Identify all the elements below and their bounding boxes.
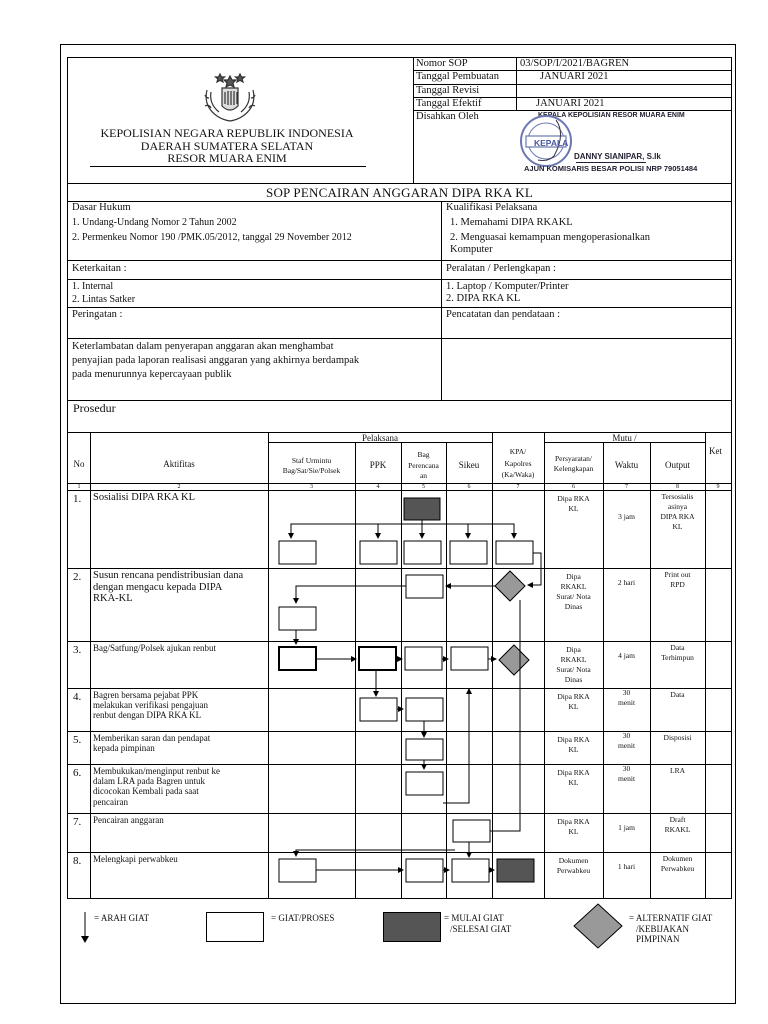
flow-end-node (497, 859, 534, 882)
row-aktifitas: renbut dengan DIPA RKA KL (93, 710, 202, 721)
persyaratan-header-1: Persyaratan/ (554, 454, 593, 463)
flow-start-node (404, 498, 440, 520)
row-aktifitas: dalam LRA pada Bagren untuk (93, 776, 205, 787)
column-number: 6 (572, 484, 575, 490)
row-persyaratan: Dipa RKA (557, 817, 590, 826)
meta-label-efektif: Tanggal Efektif (416, 98, 482, 109)
row-aktifitas: Susun rencana pendistribusian dana (93, 570, 244, 581)
row-aktifitas: Memberikan saran dan pendapat (93, 733, 211, 743)
kualifikasi-item-2b: Komputer (450, 244, 493, 255)
row-output: Draft (669, 815, 686, 824)
legend-alternatif-label-1: = ALTERNATIF GIAT (629, 913, 713, 923)
meta-label-pembuatan: Tanggal Pembuatan (416, 71, 499, 82)
row-aktifitas: Bagren bersama pejabat PPK (93, 690, 199, 700)
flow-process-staf-2 (279, 607, 316, 630)
legend-mulai-label-1: = MULAI GIAT (444, 913, 504, 923)
row-waktu: 4 jam (618, 651, 635, 660)
row-waktu: 30 (622, 688, 631, 697)
flow-process-bag-5 (406, 739, 443, 760)
bag-header-1: Bag (417, 450, 430, 459)
flow-process-staf-3 (279, 647, 316, 670)
legend-process-box (206, 912, 264, 942)
ppk-header: PPK (369, 460, 387, 470)
keterkaitan-label: Keterkaitan : (72, 263, 127, 274)
sop-title: SOP PENCAIRAN ANGGARAN DIPA RKA KL (266, 185, 533, 200)
bag-header-3: an (419, 471, 428, 480)
stamp-text: KEPALA (534, 138, 569, 148)
row-persyaratan: Dipa (566, 645, 581, 654)
meta-label-disahkan: Disahkan Oleh (416, 111, 479, 122)
kpa-header-3: (Ka/Waka) (501, 470, 535, 479)
meta-value-nomor: 03/SOP/I/2021/BAGREN (520, 58, 630, 69)
org-name-line1: KEPOLISIAN NEGARA REPUBLIK INDONESIA (100, 126, 354, 140)
peralatan-item-2: 2. DIPA RKA KL (446, 293, 521, 304)
row-persyaratan: KL (568, 745, 579, 754)
no-header: No (73, 459, 85, 469)
flow-process-ppk-1 (360, 541, 397, 564)
mutu-header: Mutu / (612, 433, 637, 443)
row-output: Data (670, 643, 685, 652)
flow-process-sikeu-8 (452, 859, 489, 882)
meta-value-efektif: JANUARI 2021 (536, 98, 605, 109)
row-persyaratan: Perwabkeu (556, 866, 591, 875)
row-aktifitas: dicocokan Kembali pada saat (93, 786, 199, 797)
row-number: 6. (73, 767, 82, 779)
org-name-line2: DAERAH SUMATERA SELATAN (140, 139, 314, 153)
peralatan-item-1: 1. Laptop / Komputer/Printer (446, 281, 569, 292)
column-number: 1 (77, 484, 81, 490)
row-persyaratan: Dipa RKA (557, 494, 590, 503)
legend-start-end-box (383, 912, 441, 942)
row-aktifitas: dengan mengacu kepada DIPA (93, 581, 223, 593)
column-number: 8 (676, 484, 679, 490)
row-aktifitas: Pencairan anggaran (93, 815, 164, 825)
bag-header-2: Perencana (408, 461, 439, 470)
flow-process-sikeu-7 (453, 820, 490, 842)
row-persyaratan: Dipa RKA (557, 692, 590, 701)
flow-process-staf-1 (279, 541, 316, 564)
column-number: 6 (467, 484, 471, 490)
signature-rank: AJUN KOMISARIS BESAR POLISI NRP 79051484 (524, 164, 698, 173)
legend-alternatif-label-2: /KEBIJAKAN (636, 924, 689, 934)
row-waktu: menit (617, 774, 636, 783)
legend-arrow-icon (76, 910, 96, 946)
row-output: RKAKL (664, 825, 691, 834)
row-output: DIPA RKA (660, 512, 695, 521)
flow-decision-kpa-3 (499, 645, 529, 675)
legend-arah-label: = ARAH GIAT (94, 913, 150, 923)
row-persyaratan: KL (568, 827, 579, 836)
keterkaitan-item-2: 2. Lintas Satker (72, 294, 136, 305)
row-persyaratan: Dinas (564, 675, 583, 684)
row-waktu: 30 (622, 764, 631, 773)
kualifikasi-label: Kualifikasi Pelaksana (446, 202, 538, 213)
peringatan-text-2: penyajian pada laporan realisasi anggaran yang akhirnya berdampak (72, 355, 360, 366)
pelaksana-header: Pelaksana (362, 433, 398, 443)
column-number: 2 (177, 484, 181, 490)
meta-label-nomor: Nomor SOP (416, 58, 468, 69)
row-waktu: 1 jam (618, 823, 635, 832)
row-waktu: menit (617, 741, 636, 750)
row-persyaratan: RKAKL (560, 655, 587, 664)
legend-proses-label: = GIAT/PROSES (271, 913, 335, 923)
column-number: 7 (516, 484, 520, 490)
flow-process-ppk-3 (359, 647, 396, 670)
flow-process-sikeu-1 (450, 541, 487, 564)
row-persyaratan: RKAKL (560, 582, 587, 591)
dasar-hukum-label: Dasar Hukum (72, 202, 131, 213)
peringatan-text-1: Keterlambatan dalam penyerapan anggaran akan menghambat (72, 341, 334, 352)
peralatan-label: Peralatan / Perlengkapan : (446, 263, 556, 274)
column-number: 3 (310, 484, 313, 490)
flow-process-staf-8 (279, 859, 316, 882)
signature-title: KEPALA KEPOLISIAN RESOR MUARA ENIM (538, 112, 685, 119)
meta-label-revisi: Tanggal Revisi (416, 85, 480, 96)
flow-process-bag-6 (406, 772, 443, 795)
legend-decision-diamond (572, 903, 624, 949)
row-number: 5. (73, 734, 82, 746)
row-output: Tersosialis (661, 492, 694, 501)
row-aktifitas: melakukan verifikasi pengajuan (93, 700, 208, 711)
peringatan-label: Peringatan : (72, 309, 123, 320)
kpa-header-2: Kapolres (504, 459, 532, 468)
row-output: Perwabkeu (660, 864, 695, 873)
row-aktifitas: pencairan (93, 796, 128, 807)
row-waktu: 2 hari (617, 578, 636, 587)
flow-process-kpa-1 (496, 541, 533, 564)
row-output: LRA (670, 766, 685, 775)
row-aktifitas: kepada pimpinan (93, 743, 155, 754)
row-persyaratan: KL (568, 504, 579, 513)
flow-process-bag-8 (406, 859, 443, 882)
row-waktu: 30 (622, 731, 631, 740)
flow-process-sikeu-3 (451, 647, 488, 670)
row-waktu: 3 jam (618, 512, 635, 521)
staf-header-1: Staf Urmintu (291, 456, 332, 465)
flow-process-bag-1 (404, 541, 441, 564)
column-number: 7 (625, 484, 628, 490)
org-name-line3: RESOR MUARA ENIM (167, 151, 287, 165)
column-number: 9 (716, 484, 720, 490)
row-output: Data (670, 690, 685, 699)
row-aktifitas: Sosialisi DIPA RKA KL (93, 492, 196, 503)
row-aktifitas: Bag/Satfung/Polsek ajukan renbut (93, 643, 216, 653)
waktu-header: Waktu (614, 460, 639, 470)
flow-process-bag-4 (406, 698, 443, 721)
row-aktifitas: RKA-KL (93, 593, 133, 604)
row-persyaratan: Dipa (566, 572, 581, 581)
sikeu-header: Sikeu (458, 460, 480, 470)
aktifitas-header: Aktifitas (163, 459, 195, 469)
row-waktu: menit (617, 698, 636, 707)
row-waktu: 1 hari (617, 862, 636, 871)
row-persyaratan: Dinas (564, 602, 583, 611)
ket-header: Ket (709, 446, 722, 456)
persyaratan-header-2: Kelengkapan (553, 464, 594, 473)
staf-header-2: Bag/Sat/Sie/Polsek (282, 466, 341, 475)
flow-process-bag-3 (405, 647, 442, 670)
flow-process-bag-2 (406, 575, 443, 598)
dasar-hukum-item-2: 2. Permenkeu Nomor 190 /PMK.05/2012, tanggal 29 November 2012 (72, 232, 352, 243)
row-persyaratan: Dokumen (558, 856, 589, 865)
output-header: Output (664, 460, 690, 470)
dasar-hukum-item-1: 1. Undang-Undang Nomor 2 Tahun 2002 (72, 217, 237, 228)
row-persyaratan: Surat/ Nota (556, 665, 591, 674)
meta-value-pembuatan: JANUARI 2021 (540, 71, 609, 82)
row-output: Terhimpun (661, 653, 694, 662)
flow-decision-kpa-2 (495, 571, 525, 601)
row-output: KL (672, 522, 683, 531)
column-number: 5 (422, 484, 425, 490)
kualifikasi-item-2: 2. Menguasai kemampuan mengoperasionalkan (450, 232, 651, 243)
row-output: asinya (667, 502, 688, 511)
row-persyaratan: Dipa RKA (557, 768, 590, 777)
row-number: 8. (73, 855, 82, 867)
prosedur-label: Prosedur (73, 401, 116, 415)
row-persyaratan: Surat/ Nota (556, 592, 591, 601)
row-aktifitas: Melengkapi perwabkeu (93, 854, 178, 864)
signature-name: DANNY SIANIPAR, S.Ik (574, 152, 661, 161)
keterkaitan-item-1: 1. Internal (72, 281, 114, 292)
row-output: Print out (664, 570, 691, 579)
row-number: 4. (73, 691, 82, 703)
legend-alternatif-label-3: PIMPINAN (636, 934, 680, 944)
row-number: 1. (73, 493, 82, 505)
pencatatan-label: Pencatatan dan pendataan : (446, 309, 560, 320)
flow-process-ppk-4 (360, 698, 397, 721)
kualifikasi-item-1: 1. Memahami DIPA RKAKL (450, 217, 573, 228)
row-persyaratan: KL (568, 702, 579, 711)
kpa-header-1: KPA/ (509, 447, 527, 456)
row-aktifitas: Membukukan/menginput renbut ke (93, 766, 220, 776)
row-number: 7. (73, 816, 82, 828)
peringatan-text-3: pada menurunnya kepercayaan publik (72, 369, 232, 380)
row-number: 3. (73, 644, 82, 656)
row-output: Disposisi (663, 733, 692, 742)
row-output: RPD (670, 580, 685, 589)
row-persyaratan: KL (568, 778, 579, 787)
column-number: 4 (376, 484, 380, 490)
row-number: 2. (73, 571, 82, 583)
row-persyaratan: Dipa RKA (557, 735, 590, 744)
legend-mulai-label-2: /SELESAI GIAT (450, 924, 512, 934)
row-output: Dokumen (662, 854, 693, 863)
